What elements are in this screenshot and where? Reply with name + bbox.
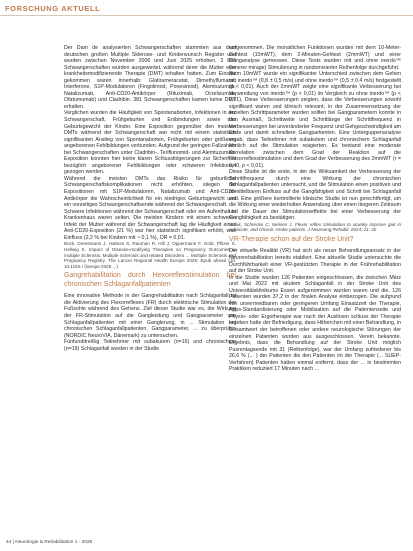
- right-column: [229, 45, 401, 373]
- right-paragraph: In die Studie wurden 126 Patienten eingeschlossen, die zwischen März und Mai 2022 mit akutem Schlaganfall in der Stroke Unit des Universitätsklinikums Essen aufgenommen wurden waren und die. 126 Patienten wurden 37,2 in der finalen Analyse einbezogen. Die aufgrund von unvermeidbaren oder geringeren Umfang Einsatzzeit der Therapie, Apps-Standardisierung oder Mobilisation auf die Patientenseite und Physio- oder Ergotherapie war nach der Auslösen schluss der Therapie ergeben hatte der Befriedigung, dass Hitherchen mit einer Behandlung, in Gesamtwert der betroffenen oder andere neurologische Störungen der einzelnen Patienten wurden aus ausgeschlossen. Verein bekannte. Ergebnis, dass die Behandlung auf der Stroke Unit möglich Pusrentagsende mit 31 (Reihenfolge), war der Umfang zufriedener bis 26,6 % (... ) der Patienten die den Patienten im der Therapie (... SUEP-Verfahren) Patienten hatten einmal entfernt, dass der ... in bestimmten Praktiken reduziert 17 Minuten nach ...: [229, 274, 401, 373]
- article-heading: VR-Therapie schon auf der Stroke Unit?: [229, 235, 354, 243]
- header-rule: [0, 15, 413, 16]
- page-footer: 44 | Neurologie & Rehabilitation 1 · 2025: [6, 540, 93, 545]
- article-heading: Gangrehabilitation durch Hexoreflexstimulation bei chronischen Schlaganfallpatienten: [64, 272, 236, 288]
- left-reference: Bock, Dreesmann J, Halmes S, Rauman R, Hill J, Oppermann F, Gold, Pfitzer S, Hellwig K. Impact of Disease-modifying Therapies on Pregnancy Outcomes in multiple Sclerosis. Multiple Sclerosis and related Disorders ... Multiple Sclerosis and Pregnancy Registry. The Lancet Regional Health Europe 2025; Epub ahead Ltd. 10.1016 / (lanepe 2025 ...): [64, 241, 236, 269]
- left-paragraph: Schwere Infektionen während der Schwangerschaft oder ein Aufenthalt in Krankenhaus waren selten. Die meisten Kindern mit einem schweren Infekt der Mutter während der Schwangerschaft lag die Häufigkeit eines Anti-CD20-Exposition (21 %) war hier statistisch signifikant erhöht, was Einfluss (2,2 % bei Kindern mit ~ 0,1 %), OR = 0,01.: [64, 208, 236, 241]
- right-paragraph: Beim 10mWT wurde ein signifikanter Unterschied zwischen dem Gehen mit inerdo™ (0,8 ± 0,5 m/s) und ohne inerdo™ (0,5 ± 0,4 m/s) festgestellt (p < 0,01). Auch der 2mmWT zeigte eine signifikante Verbesserung bei Verwendung von inerdo™ (p < 0,01) im Vergleich zu ohne inerdo™ (p < 0,01). Diese Verbesserungen zeigten, dass die Verbesserungen sowohl signifikant waren und klinisch relevant, in der Zusammensetzung der erzielten Schrittparameter wurden sollten bei Gangparametern konnte in den Ausmaß, Schrittweite und Schrittlänge der Schrittfrequenz in Verbesserungen bei unveränderter Frequenz und Gehgeschwindigkeit am Ende und damit schnellere Gangpartienten. Eine Unterguppenanalyse ergab, dass Teilnehmer mit subakutem und chronischem Schlaganfall ähnlich auf die Stimulation reagierten. Es bestand eine moderate Korrelation zwischen dem Grad der Reaktion auf die Flexorreflexstimulation und dem Grad der Verbesserung des 2mmWT (r = 0,40, p < 0,01).: [229, 71, 401, 169]
- left-paragraph: Während die meisten DMTs das Risiko für geburtliche Schwangerschaftskomplikationen nicht erhöhten, stiegen die Expositionen mit S1P-Modulatoren, Natalizumab und Anti-CD20-Antikörper die Wahrscheinlichkeit für ein niedriges Geburtsgewicht und ein vorzeitiges Schwangerschaftsende während der Schwangerschaft.: [64, 175, 236, 209]
- left-column: [64, 45, 236, 352]
- left-paragraph: Eine innovative Methode in der Gangrehabilitation nach Schlaganfall ist die Aktivierung des Flexorreflexes (FR) durch elektrische Stimulation der Fußsohle während des Gehens. Ziel dieser Studie war es, die Wirkung der FR-Stimulation auf die Gangleistung und Gangparameter von Schlaganfallpatienten mit einer Ganglerung, in ... Stimulation bei chronischen Schlaganfallpatienten, Gangparameter, ... zu überprüfen (NORDIC NeuroVIA, Dänemark) zu untersuchen.: [64, 293, 236, 339]
- section-label: FORSCHUNG AKTUELL: [5, 4, 101, 13]
- left-paragraph: Fünfunddreißig Teilnehmer mit subakutem (n=16) und chronischem (n=19) Schlaganfall wurden in der Studie: [64, 339, 236, 352]
- right-paragraph: Diese Studie ist die erste, in der die Wirksamkeit der Verbesserung der Schrittfrequenz durch eine Wirkung der chronischen Schlaganfallpatienten untersucht, und die Stimulation einen positiven und unmittelbaren Einfluss auf die Gangfähigkeit und Schritt bei Schlaganfall und. Eine größere kontrollierte klinische Studie ist nun gerechtfertigt, um die Wirkung einer wiederholten Anwendung über einen längeren Zeitraum und die Dauer der Stimulationseffekte bei einer Verbesserung der Gangfähigkeit zu bestätigen.: [229, 169, 401, 222]
- left-paragraph: Der Dam de analysierten Schwangerschaften stammten aus dem deutschen großen Multiple Sklerose- und Kinderwunsch Register und wurden zwischen November 2006 und Juni 2025 erhoben. 2 886 Schwangerschaften wurden ausgewertet, während derer die Mutter eine krankheitsmodifizierende Therapie (DMT) erhalten hatten. Zum Einsatz gekommen waren innerhalb: Glatirameracetat, Dimethylfumarat, Interferone, S1P-Modulatoren (Fingolimod, Ponesimod), Alemtuzumab, Natalizumab, Anti-CD20-Antikörper (Rituximab, Ocrelizumab, Ofatumumab) und Cladribin. 381 Schwangerschaften kamen keine DMT erhalten.: [64, 45, 236, 110]
- right-paragraph: Der virtuelle Realität (VR) hat sich als neuer Behandlungsansatz in der Neurorehabilitation bereits etabliert. Eine aktuelle Studie untersuchte die Durchführbarkeit einer VR-gestützten Therapie in der Frührehabilitation auf der Stroke Unit.: [229, 248, 401, 275]
- right-paragraph: aufgenommen. Die monatlichen Funktionen wurden mit dem 10-Meter-Gehtest (10mWT), dem 2-Minuten-Gehtest (2mmWT) und einer Ganganalyse gemessen. Diese Tests wurden mit und ohne inerdo™ (innerer mirage) Stimulierung in randomisierter Reihenfolge durchgeführt.: [229, 45, 401, 71]
- left-paragraph: Verglichen wurden die Häufigkeit von Spontanaborten, Infektionen in der Schwangerschaft, Frühgeburten und Entbindungen sowie das Geburtsgewicht der Kinder. Eine Exposition gegenüber den meisten DMTs während der Schwangerschaft war nicht mit einem statistisch signifikanten Anstieg von Spontanaborten, Frühgeburten oder größeren angeborenen Fehlbildungen verbunden. Aufgrund der geringen Fallzahlen bei Schwangerschaften unter Cladribin-, Teriflunomid- und Alemtuzumab-Exposition konnten hier keine klaren Schlussfolgerungen zur Sicherheit bezüglich angeborener Fehlbildungen oder schweren Infektionen gezogen werden.: [64, 110, 236, 176]
- right-citation: Safak, Schrecke C, Nielsen J. Flexor reflex stimulation to acutely improve gait in subacute, and chronic stroke patients. J Neuroeng Rehabil. 2024; 21: 42: [229, 221, 401, 233]
